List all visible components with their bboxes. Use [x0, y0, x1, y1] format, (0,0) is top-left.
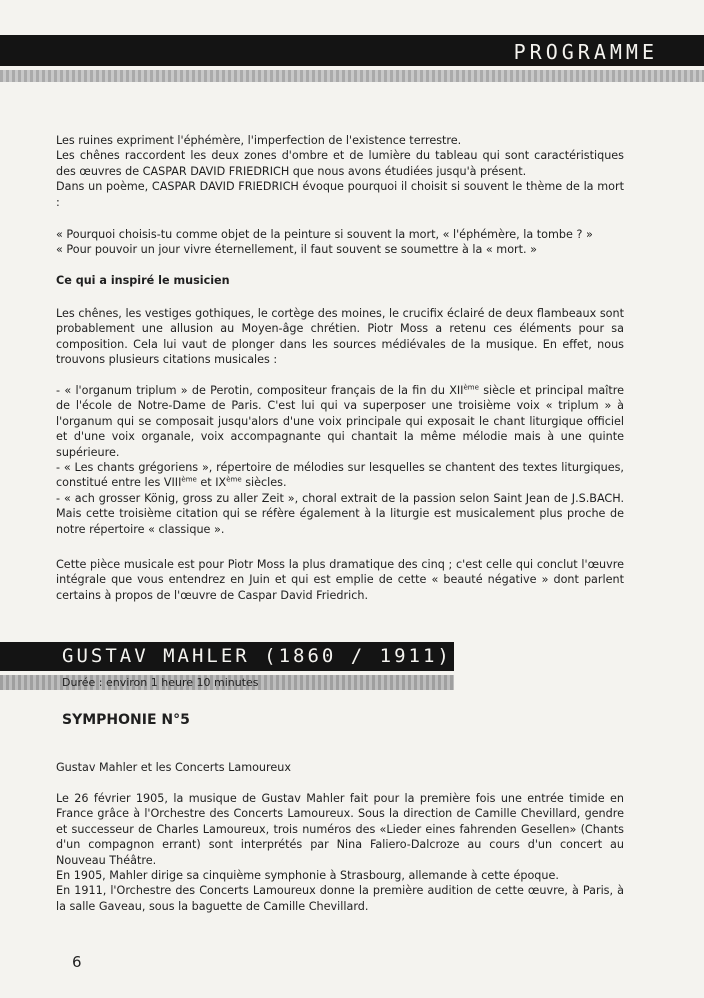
- composer-title-bar: [0, 642, 454, 671]
- mahler-subtitle-section: [56, 760, 624, 775]
- mahler-paragraph-3: En 1911, l'Orchestre des Concerts Lamoureux donne la première audition de cette œuvre, à Paris, à la salle Gaveau, sous la baguette de Camille Chevillard.: [56, 884, 624, 913]
- page-title: PROGRAMME: [513, 40, 658, 64]
- header-bar: [0, 35, 704, 66]
- quote-line-1: « Pourquoi choisis-tu comme objet de la peinture si souvent la mort, « l'éphémère, la tombe ? »: [56, 228, 593, 241]
- section-heading: Ce qui a inspiré le musicien: [56, 274, 230, 287]
- inspiration-section: [56, 273, 624, 288]
- inspiration-body: [56, 306, 624, 368]
- citation-item-2: - « Les chants grégoriens », répertoire de mélodies sur lesquelles se chantent des textes liturgiques, constitué entre les VIIIème et IXème siècles.: [56, 461, 624, 490]
- inspiration-paragraph: Les chênes, les vestiges gothiques, le cortège des moines, le crucifix éclairé de deux flambeaux sont probablement une allusion au Moyen-âge chrétien. Piotr Moss a retenu ces éléments pour sa composition. Cela lui vaut de plonger dans les sources médiévales de la musique. En effet, nous trouvons plusieurs citations musicales :: [56, 307, 624, 367]
- intro-paragraph-3: Dans un poème, CASPAR DAVID FRIEDRICH évoque pourquoi il choisit si souvent le thème de la mort :: [56, 180, 624, 209]
- symphony-title: SYMPHONIE N°5: [62, 712, 190, 728]
- mahler-history: [56, 791, 624, 914]
- duration-text: Durée : environ 1 heure 10 minutes: [62, 676, 259, 689]
- mahler-paragraph-2: En 1905, Mahler dirige sa cinquième symphonie à Strasbourg, allemande à cette époque.: [56, 869, 559, 883]
- page-number: 6: [72, 953, 82, 971]
- intro-paragraph-2: Les chênes raccordent les deux zones d'ombre et de lumière du tableau qui sont caractéristiques des œuvres de CASPAR DAVID FRIEDRICH que nous avons étudiées jusqu'à présent.: [56, 149, 624, 178]
- citation-item-1: - « l'organum triplum » de Perotin, compositeur français de la fin du XIIème siècle et principal maître de l'école de Notre-Dame de Paris. C'est lui qui va superposer une troisième voix « triplum » à l'organum qui se composait jusqu'alors d'une voix principale qui exposait le chant liturgique officiel et d'une voix organale, voix accompagnante qui chantait la même mélodie mais à une quinte supérieure.: [56, 383, 624, 459]
- composer-title: GUSTAV MAHLER (1860 / 1911): [62, 645, 452, 667]
- quote-line-2: « Pour pouvoir un jour vivre éternellement, il faut souvent se soumettre à la « mort. »: [56, 243, 537, 257]
- mahler-paragraph-1: Le 26 février 1905, la musique de Gustav Mahler fait pour la première fois une entrée timide en France grâce à l'Orchestre des Concerts Lamoureux. Sous la direction de Camille Chevillard, gendre et successeur de Charles Lamoureux, trois numéros des «Lieder eines fahrenden Gesellen» (Chants d'un compagnon errant) sont interprétés par Nina Faliero-Dalcroze au cours d'un concert au Nouveau Théâtre.: [56, 792, 624, 867]
- citations-list: [56, 383, 624, 537]
- conclusion-paragraph: Cette pièce musicale est pour Piotr Moss la plus dramatique des cinq ; c'est celle qui conclut l'œuvre intégrale que vous entendrez en Juin et qui est emplie de cette « beauté négative » dont parlent certains à propos de l'œuvre de Caspar David Friedrich.: [56, 558, 624, 602]
- citation-item-3: - « ach grosser König, gross zu aller Zeit », choral extrait de la passion selon Saint Jean de J.S.BACH. Mais cette troisième citation qui se réfère également à la liturgie est musicalement plus proche de notre répertoire « classique ».: [56, 491, 624, 536]
- header-stripe: [0, 70, 704, 82]
- intro-paragraph-1: Les ruines expriment l'éphémère, l'imperfection de l'existence terrestre.: [56, 134, 462, 147]
- conclusion-section: [56, 557, 624, 603]
- duration-bar: [0, 675, 454, 690]
- quote-section: [56, 227, 624, 258]
- intro-section: [56, 133, 624, 210]
- mahler-subtitle: Gustav Mahler et les Concerts Lamoureux: [56, 761, 291, 774]
